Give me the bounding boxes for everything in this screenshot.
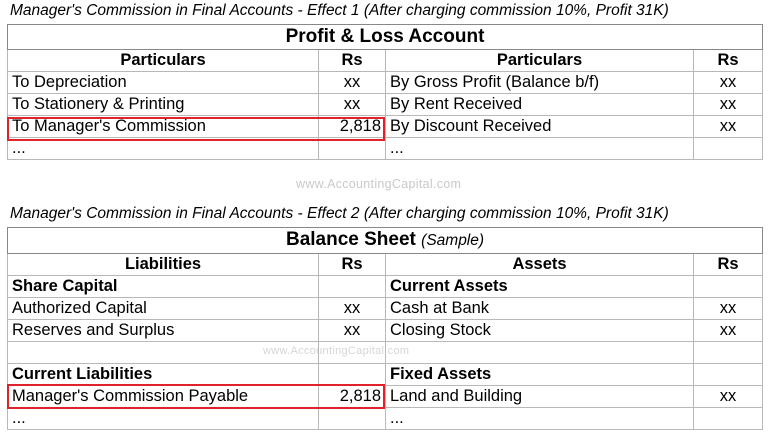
table-row [8, 364, 763, 386]
pl-debit-item: ... [8, 138, 319, 160]
bs-asset-group: Current Assets [386, 276, 694, 298]
pl-debit-amount: xx [319, 72, 386, 94]
bs-asset-amount: xx [694, 320, 763, 342]
table-row [8, 138, 763, 160]
bs-liability-item: Reserves and Surplus [8, 320, 319, 342]
pl-header-rs-left: Rs [319, 50, 386, 72]
bs-header-assets: Assets [386, 254, 694, 276]
bs-liability-amount: xx [319, 298, 386, 320]
bs-liability-group: Share Capital [8, 276, 319, 298]
pl-credit-item: By Discount Received [386, 116, 694, 138]
pl-credit-amount [694, 138, 763, 160]
pl-credit-amount: xx [694, 94, 763, 116]
bs-asset-item: ... [386, 408, 694, 430]
bs-asset-amount [694, 408, 763, 430]
pl-debit-amount [319, 138, 386, 160]
profit-loss-table [7, 24, 763, 160]
bs-liability-amount [319, 364, 386, 386]
table-row [8, 116, 763, 138]
bs-liability-amount: 2,818 [319, 386, 386, 408]
bs-liability-group: Current Liabilities [8, 364, 319, 386]
bs-asset-item [386, 342, 694, 364]
bs-asset-amount [694, 342, 763, 364]
pl-credit-amount: xx [694, 72, 763, 94]
pl-header-particulars-right: Particulars [386, 50, 694, 72]
bs-asset-amount [694, 364, 763, 386]
bs-title-cell [8, 228, 763, 254]
bs-asset-item: Closing Stock [386, 320, 694, 342]
pl-debit-amount: xx [319, 94, 386, 116]
bs-asset-amount [694, 276, 763, 298]
bs-asset-item: Cash at Bank [386, 298, 694, 320]
pl-credit-amount: xx [694, 116, 763, 138]
pl-credit-item: By Gross Profit (Balance b/f) [386, 72, 694, 94]
table-row [8, 320, 763, 342]
bs-asset-group: Fixed Assets [386, 364, 694, 386]
pl-header-rs-right: Rs [694, 50, 763, 72]
pl-header-particulars-left: Particulars [8, 50, 319, 72]
bs-title: Balance Sheet [285, 229, 416, 250]
bs-liability-amount: xx [319, 320, 386, 342]
table-row [8, 408, 763, 430]
pl-title: Profit & Loss Account [8, 25, 763, 50]
pl-debit-item: To Manager's Commission [8, 116, 319, 138]
bs-header-liabilities: Liabilities [8, 254, 319, 276]
pl-caption: Manager's Commission in Final Accounts - Effect 1 (After charging commission 10%, Profit 31K) [10, 2, 669, 19]
table-row [8, 298, 763, 320]
pl-debit-amount: 2,818 [319, 116, 386, 138]
bs-liability-item: ... [8, 408, 319, 430]
bs-asset-amount: xx [694, 298, 763, 320]
pl-credit-item: ... [386, 138, 694, 160]
table-row [8, 94, 763, 116]
table-row [8, 276, 763, 298]
bs-liability-item: Manager's Commission Payable [8, 386, 319, 408]
pl-debit-item: To Stationery & Printing [8, 94, 319, 116]
balance-sheet-table [7, 227, 763, 430]
bs-title-note: (Sample) [421, 232, 485, 249]
table-row [8, 72, 763, 94]
watermark-text: www.AccountingCapital.com [263, 345, 410, 357]
bs-liability-amount [319, 276, 386, 298]
pl-debit-item: To Depreciation [8, 72, 319, 94]
bs-asset-item: Land and Building [386, 386, 694, 408]
bs-caption: Manager's Commission in Final Accounts - Effect 2 (After charging commission 10%, Profit 31K) [10, 205, 669, 222]
pl-credit-item: By Rent Received [386, 94, 694, 116]
bs-liability-amount [319, 408, 386, 430]
bs-header-rs-right: Rs [694, 254, 763, 276]
watermark-text: www.AccountingCapital.com [296, 177, 462, 191]
bs-liability-item: Authorized Capital [8, 298, 319, 320]
bs-asset-amount: xx [694, 386, 763, 408]
table-row [8, 386, 763, 408]
bs-header-rs-left: Rs [319, 254, 386, 276]
